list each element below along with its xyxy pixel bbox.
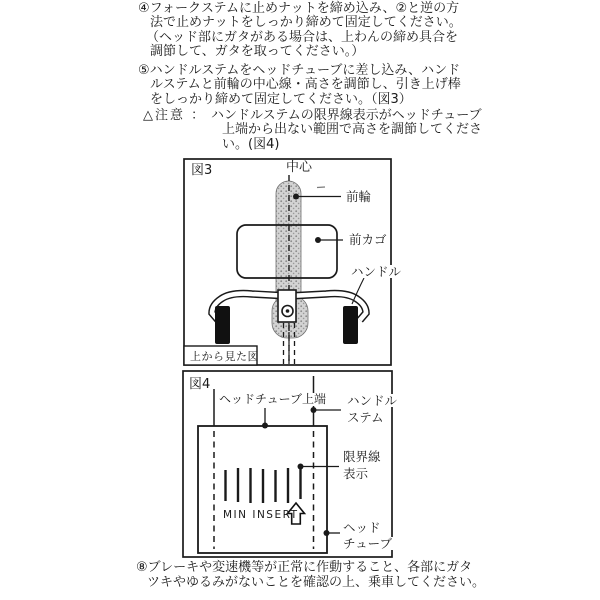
step5-line2: ルステムと前輪の中心線・高さを調節し、引き上げ棒 [150, 77, 461, 92]
notice-line2: 上端から出ない範囲で高さを調節してくださ [222, 122, 483, 137]
handlebar-label: ハンドル [351, 264, 402, 279]
left-grip [215, 306, 230, 344]
handlebar-stem-leader [311, 407, 342, 413]
step4-line2: 法で止めナットをしっかり締めて固定してください。 [150, 15, 462, 30]
front-basket-label: 前カゴ [349, 232, 387, 247]
figure4-title: 図4 [189, 377, 211, 392]
notice-symbol-label: △注意 ： [143, 108, 207, 123]
head-tube-label-line1: ヘッド [343, 520, 381, 535]
limit-line-label-line1: 限界線 [343, 449, 381, 464]
handlebar-stem-label-line1: ハンドル [347, 393, 398, 408]
step8-line1: ⑧ブレーキや変速機等が正常に作動すること、各部にガタ [136, 560, 473, 575]
right-grip [343, 306, 358, 344]
min-insert-label: MIN INSERT [223, 509, 299, 521]
head-tube-top-leader [262, 408, 268, 429]
stem-clamp [278, 290, 296, 322]
figure3-caption: 上から見た図 [190, 350, 259, 363]
center-label: 中心 [286, 160, 313, 175]
head-tube-leader [324, 530, 341, 536]
handlebar-stem-label-line2: ステム [347, 410, 384, 425]
step4-line3: （ヘッド部にガタがある場合は、上わんの締め具合を [146, 30, 459, 45]
figure3-title: 図3 [191, 163, 213, 178]
step5-line1: ⑤ハンドルステムをヘッドチューブに差し込み、ハンド [138, 63, 461, 78]
limit-line-marks [226, 468, 301, 503]
limit-line-label-line2: 表示 [343, 466, 369, 481]
notice-line1: ハンドルステムの限界線表示がヘッドチューブ [211, 108, 482, 123]
head-tube-label-line2: チューブ [343, 536, 393, 551]
front-basket-leader [315, 237, 343, 243]
head-tube-top-edge-label: ヘッドチューブ上端 [219, 392, 327, 406]
step4-line4: 調節して、ガタを取ってください。） [150, 44, 365, 59]
front-wheel-label: 前輪 [346, 189, 372, 204]
step4-line1: ④フォークステムに止めナットを締め込み、②と逆の方 [138, 1, 460, 16]
limit-line-leader [298, 464, 340, 470]
step5-line3: をしっかり締めて固定してください。（図3） [150, 92, 412, 107]
step8-line2: ツキやゆるみがないことを確認の上、乗車してください。 [147, 575, 486, 590]
notice-line3: い。(図4) [222, 137, 280, 152]
